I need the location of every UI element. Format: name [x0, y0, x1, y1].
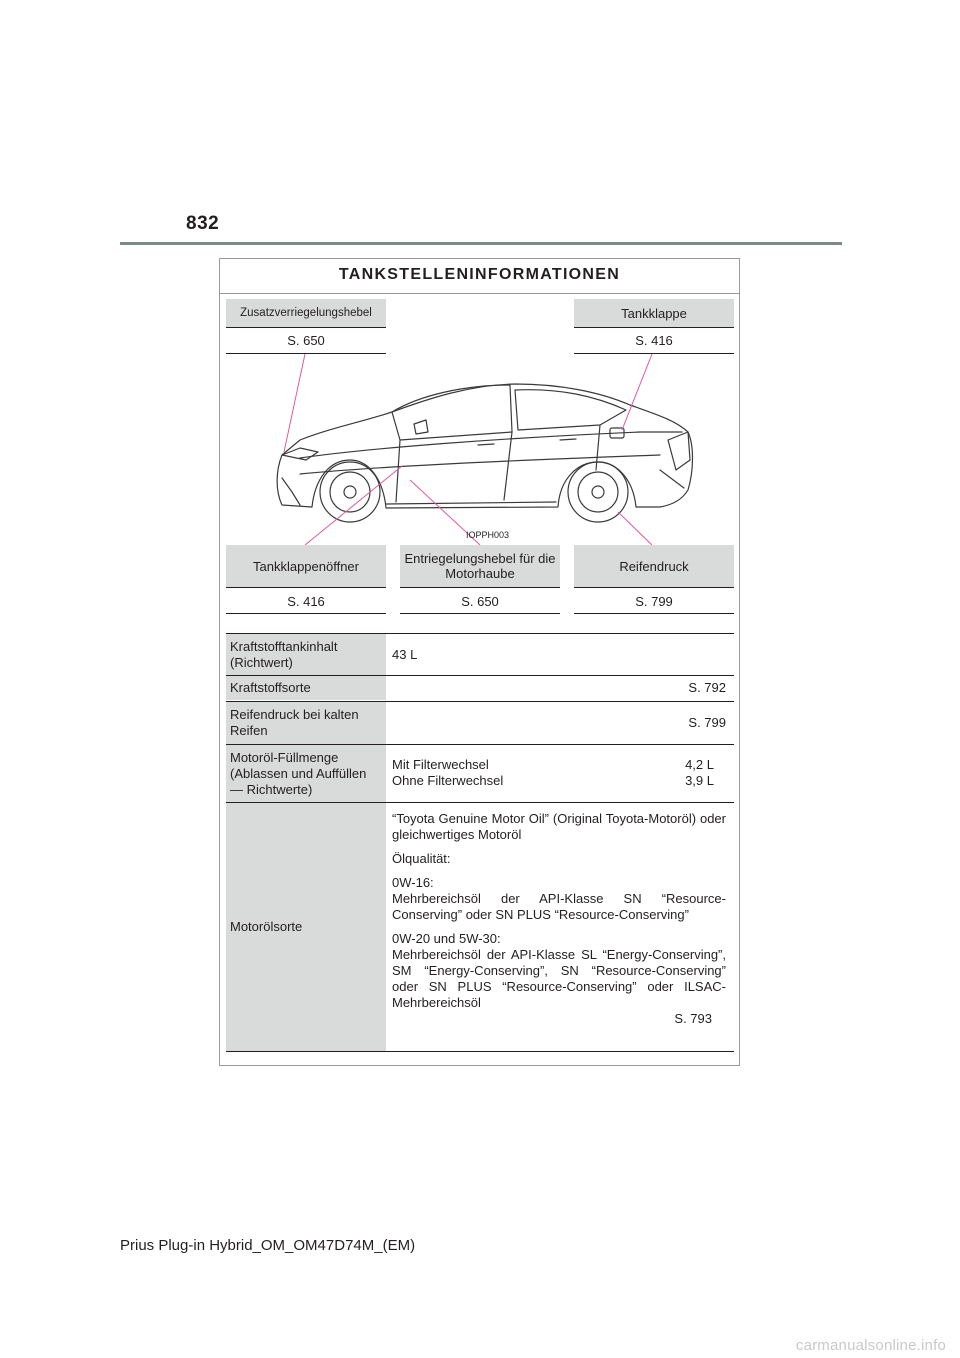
callout-label-opener: Tankklappenöffner: [226, 545, 386, 587]
footer-text: Prius Plug-in Hybrid_OM_OM47D74M_(EM): [120, 1237, 416, 1254]
callout-label-tire: Reifendruck: [574, 545, 734, 587]
page-number: 832: [186, 213, 220, 234]
oil-grade-body: Mehrbereichsöl der API-Klasse SN “Resource-Conserving” oder SN PLUS “Resource-Conserving”: [392, 891, 726, 922]
oil-qty-value: 3,9 L: [685, 773, 714, 788]
callout-label-rule: [226, 327, 386, 328]
callout-ref-rule: [226, 353, 386, 354]
oil-qty-name: Ohne Filterwechsel: [392, 773, 504, 788]
row-value-fuel-type: S. 792: [688, 680, 726, 695]
oil-type-text: “Toyota Genuine Motor Oil” (Original Toyota-Motoröl) oder gleichwertiges Motoröl: [392, 811, 726, 842]
callout-ref-hood: S. 650: [461, 594, 499, 609]
callout-label-rule: [574, 587, 734, 588]
callout-label-lever: Zusatzverriegelungshebel: [226, 299, 386, 327]
image-code: IOPPH003: [466, 530, 510, 540]
callout-label-flap: Tankklappe: [574, 299, 734, 327]
watermark: carmanualsonline.info: [795, 1337, 946, 1354]
callout-label-rule: [400, 587, 560, 588]
callout-ref-flap: S. 416: [635, 333, 673, 348]
table-row-fuel-type: [226, 676, 734, 702]
table-row-oil-type: [226, 803, 734, 1052]
callout-ref-tire: S. 799: [635, 594, 673, 609]
row-value-tire: S. 799: [688, 715, 726, 730]
table-row-tire: [226, 702, 734, 745]
callout-ref-rule: [574, 353, 734, 354]
row-label-tire: Reifendruck bei kalten Reifen: [226, 702, 386, 744]
oil-type-text: [392, 931, 726, 1011]
callout-label-rule: [226, 587, 386, 588]
callout-label-hood: Entriegelungshebel für die Motorhaube: [400, 545, 560, 587]
callout-ref-rule: [226, 613, 386, 614]
oil-type-text: Ölqualität:: [392, 851, 451, 866]
row-label-fuel-type: Kraftstoffsorte: [226, 676, 386, 700]
oil-qty-name: Mit Filterwechsel: [392, 757, 489, 772]
oil-grade-body: Mehrbereichsöl der API-Klasse SL “Energy-Conserving”, SM “Energy-Conserving”, SN “Resource-Conserving” oder SN PLUS “Resource-Conserving” oder ILSAC-Mehrbereichsöl: [392, 947, 726, 1010]
callout-ref-lever: S. 650: [287, 333, 325, 348]
row-label-oil-qty: Motoröl-Füllmenge (Ablassen und Auffüllen — Richtwerte): [226, 745, 386, 802]
row-label-tank: Kraftstofftankinhalt (Richtwert): [226, 634, 386, 675]
callout-ref-rule: [400, 613, 560, 614]
row-value-oil-type: [386, 803, 734, 1051]
callout-ref-opener: S. 416: [287, 594, 325, 609]
row-value-tank: 43 L: [392, 646, 418, 662]
callout-label-rule: [574, 327, 734, 328]
callout-ref-rule: [574, 613, 734, 614]
spec-table: [226, 633, 734, 1052]
panel-title-rule: [220, 293, 739, 294]
oil-type-ref: S. 793: [674, 1011, 712, 1026]
table-row-tank: [226, 634, 734, 676]
panel-title: TANKSTELLENINFORMATIONEN: [338, 266, 621, 283]
oil-type-text: [392, 875, 726, 923]
oil-grade-head: 0W-20 und 5W-30:: [392, 931, 501, 946]
oil-qty-line: [392, 773, 726, 789]
oil-grade-head: 0W-16:: [392, 875, 434, 890]
row-label-oil-type: Motorölsorte: [226, 803, 386, 1051]
oil-qty-value: 4,2 L: [685, 757, 714, 772]
table-row-oil-qty: [226, 745, 734, 803]
oil-qty-line: [392, 757, 726, 773]
row-value-oil-qty: [386, 745, 734, 802]
